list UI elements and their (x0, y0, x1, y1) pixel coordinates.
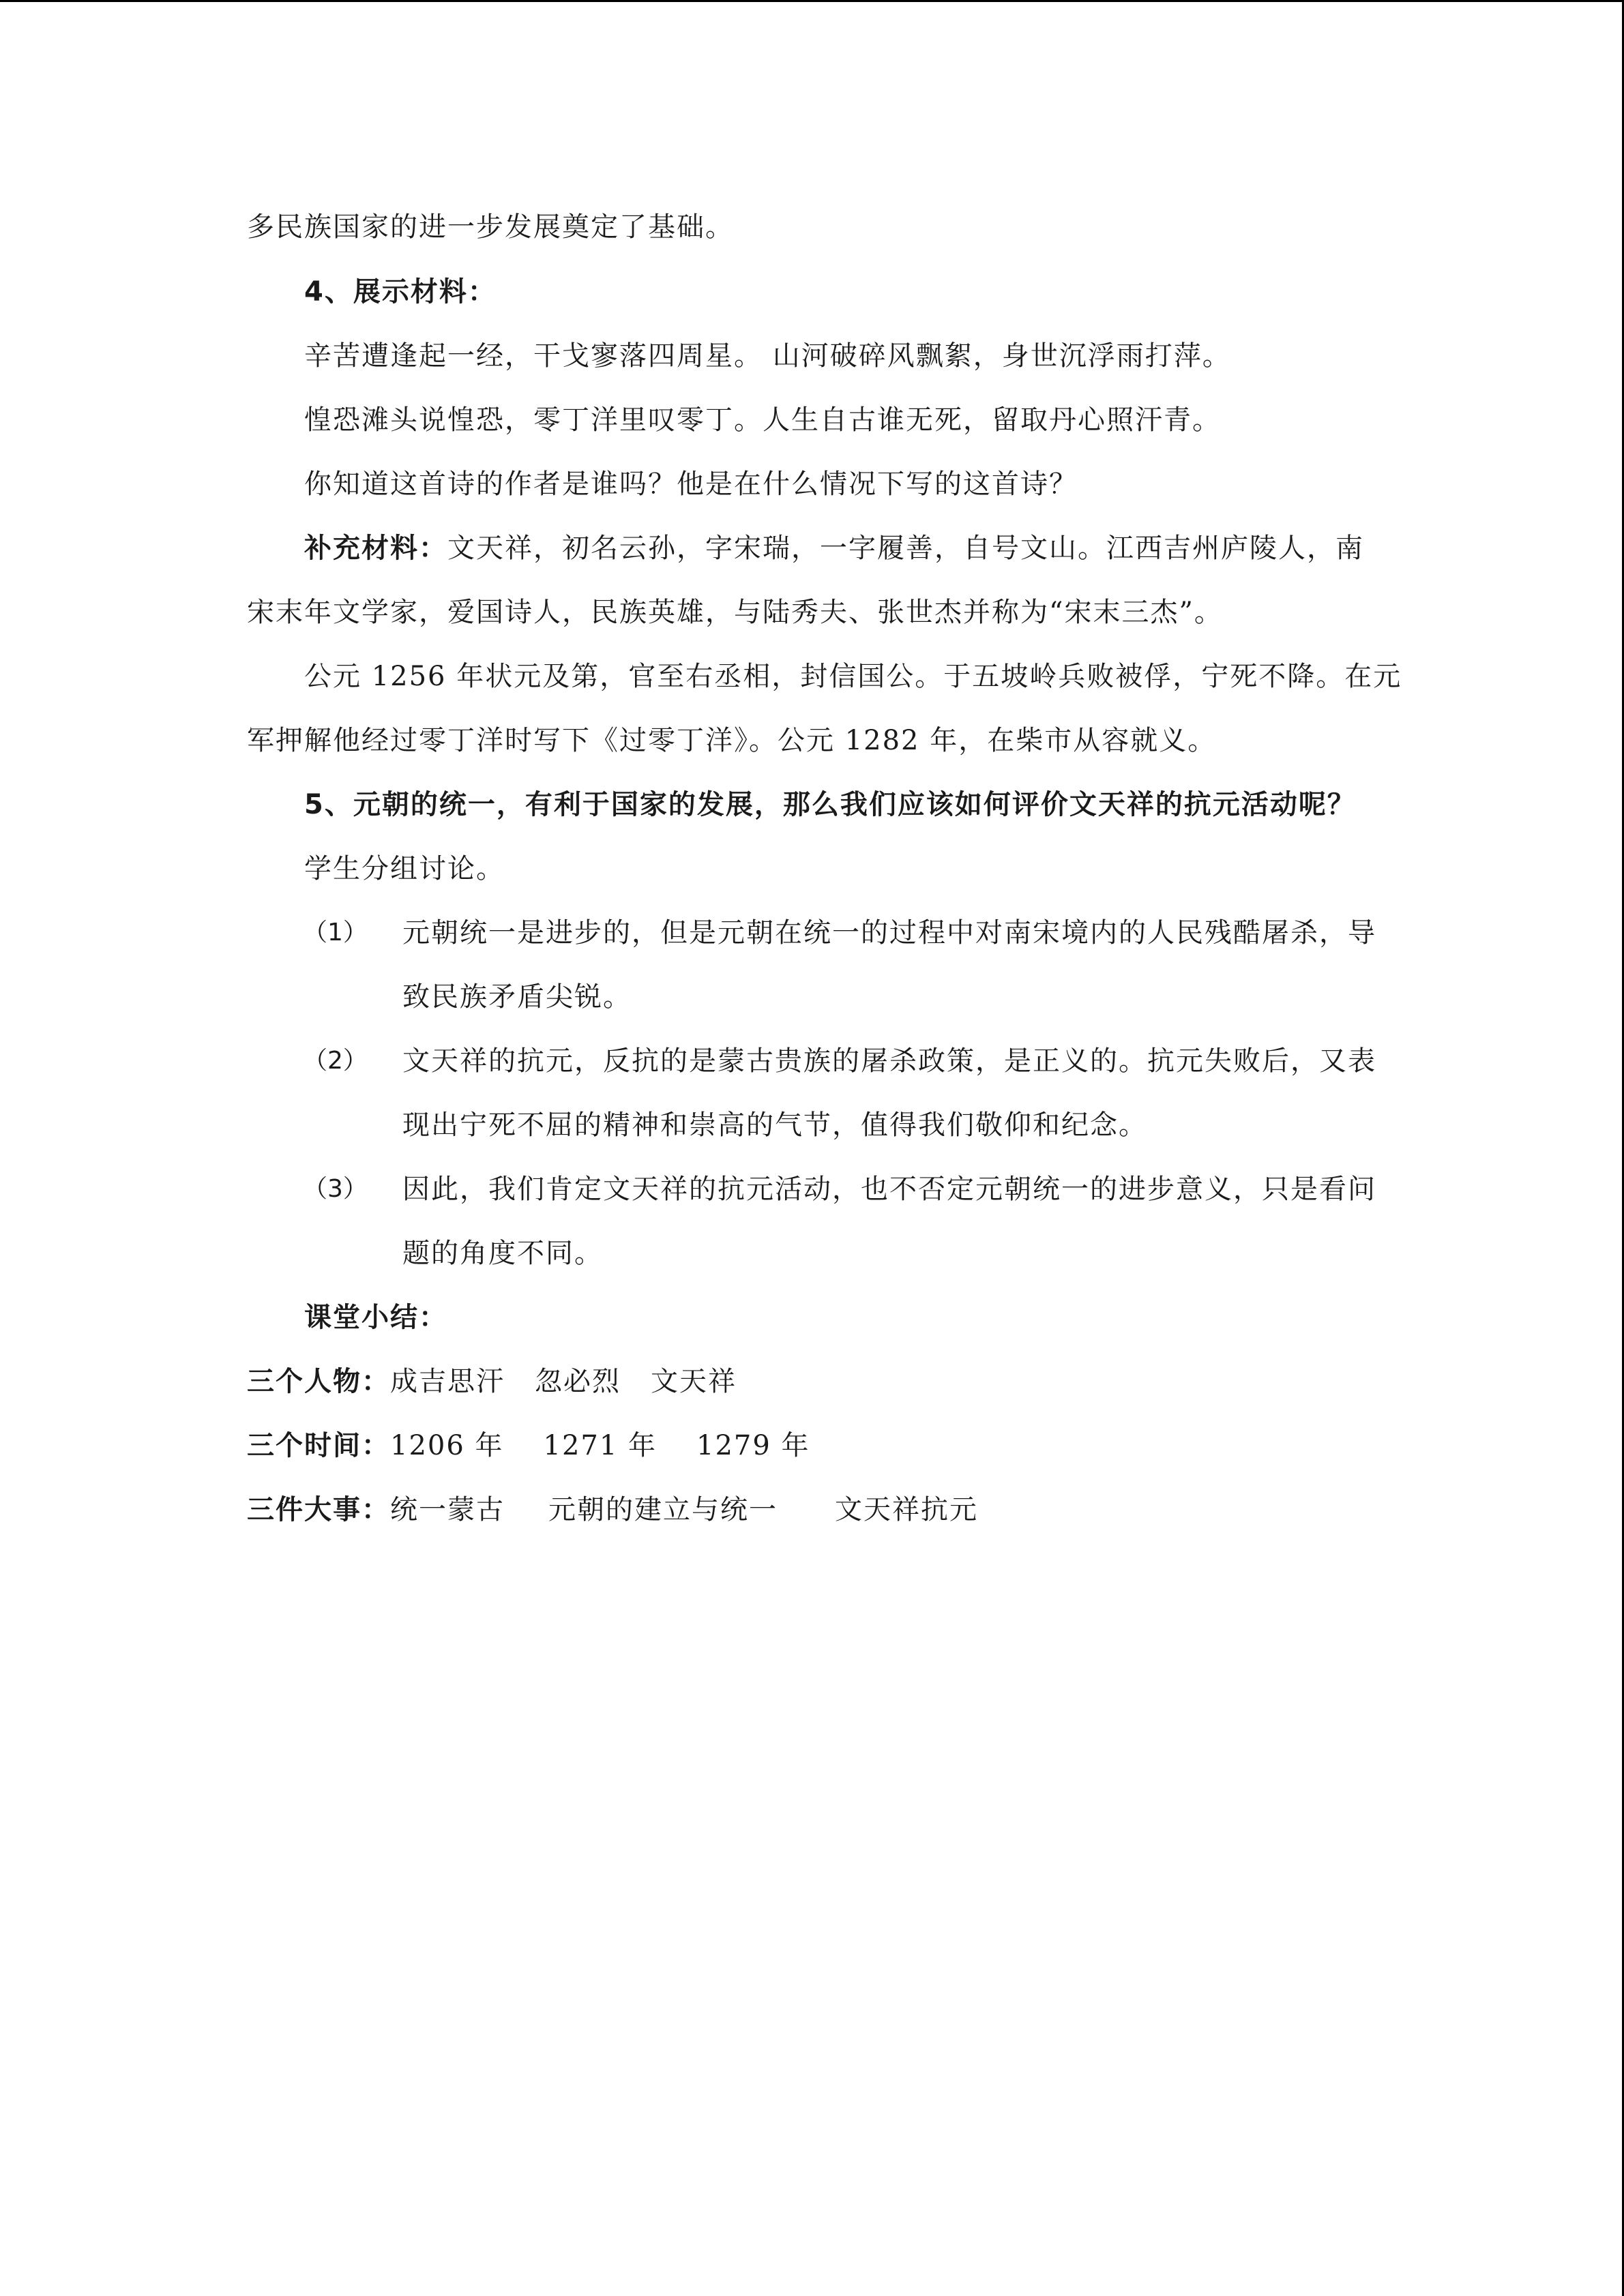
page-top-border (0, 0, 1624, 2)
summary-event: 文天祥抗元 (835, 1494, 978, 1525)
discussion-line: 学生分组讨论。 (304, 853, 505, 884)
summary-time: 1279 年 (696, 1430, 810, 1461)
paragraph-line: 多民族国家的进一步发展奠定了基础。 (247, 211, 734, 243)
supplement-line-2: 宋末年文学家，爱国诗人，民族英雄，与陆秀夫、张世杰并称为“宋末三杰”。 (247, 597, 1223, 628)
summary-person: 文天祥 (651, 1366, 737, 1397)
summary-person: 忽必烈 (535, 1366, 621, 1397)
summary-event: 统一蒙古 (390, 1494, 505, 1525)
section-heading-5: 5、元朝的统一，有利于国家的发展，那么我们应该如何评价文天祥的抗元活动呢？ (304, 789, 1356, 820)
paragraph-line: 公元 1256 年状元及第，官至右丞相，封信国公。于五坡岭兵败被俘，宁死不降。在元 (304, 661, 1402, 692)
list-item-line: 元朝统一是进步的，但是元朝在统一的过程中对南宋境内的人民残酷屠杀，导 (402, 917, 1376, 949)
paragraph-line: 军押解他经过零丁洋时写下《过零丁洋》。公元 1282 年，在柴市从容就义。 (247, 725, 1217, 756)
list-number: （2） (303, 1047, 368, 1075)
list-item-line: 文天祥的抗元，反抗的是蒙古贵族的屠杀政策，是正义的。抗元失败后，又表 (402, 1045, 1376, 1077)
list-number: （1） (303, 919, 368, 946)
poem-line-2: 惶恐滩头说惶恐，零丁洋里叹零丁。人生自古谁无死，留取丹心照汗青。 (304, 404, 1221, 436)
list-item-line: 因此，我们肯定文天祥的抗元活动，也不否定元朝统一的进步意义，只是看问 (402, 1174, 1376, 1205)
summary-times-row (247, 1427, 810, 1465)
summary-event: 元朝的建立与统一 (548, 1494, 778, 1525)
list-item-line: 致民族矛盾尖锐。 (402, 981, 632, 1013)
summary-time: 1271 年 (543, 1430, 658, 1461)
list-number: （3） (303, 1175, 368, 1203)
question-line: 你知道这首诗的作者是谁吗？他是在什么情况下写的这首诗？ (304, 468, 1078, 500)
summary-events-row (247, 1491, 978, 1529)
supplement-label: 补充材料： (304, 532, 447, 564)
summary-people-row (247, 1362, 737, 1401)
supplement-text: 文天祥，初名云孙，字宋瑞，一字履善，自号文山。江西吉州庐陵人，南 (447, 533, 1364, 564)
summary-time: 1206 年 (390, 1430, 504, 1461)
supplement-line-1 (304, 529, 1364, 567)
section-heading-4: 4、展示材料： (304, 276, 497, 308)
summary-times-label: 三个时间： (247, 1430, 390, 1461)
list-item-line: 现出宁死不屈的精神和崇高的气节，值得我们敬仰和纪念。 (402, 1109, 1147, 1141)
poem-line-1: 辛苦遭逢起一经，干戈寥落四周星。 山河破碎风飘絮，身世沉浮雨打萍。 (304, 340, 1231, 372)
summary-events-label: 三件大事： (247, 1494, 390, 1525)
summary-person: 成吉思汗 (390, 1366, 505, 1397)
list-item-line: 题的角度不同。 (402, 1238, 603, 1269)
summary-people-label: 三个人物： (247, 1366, 390, 1397)
summary-title: 课堂小结： (304, 1302, 447, 1333)
